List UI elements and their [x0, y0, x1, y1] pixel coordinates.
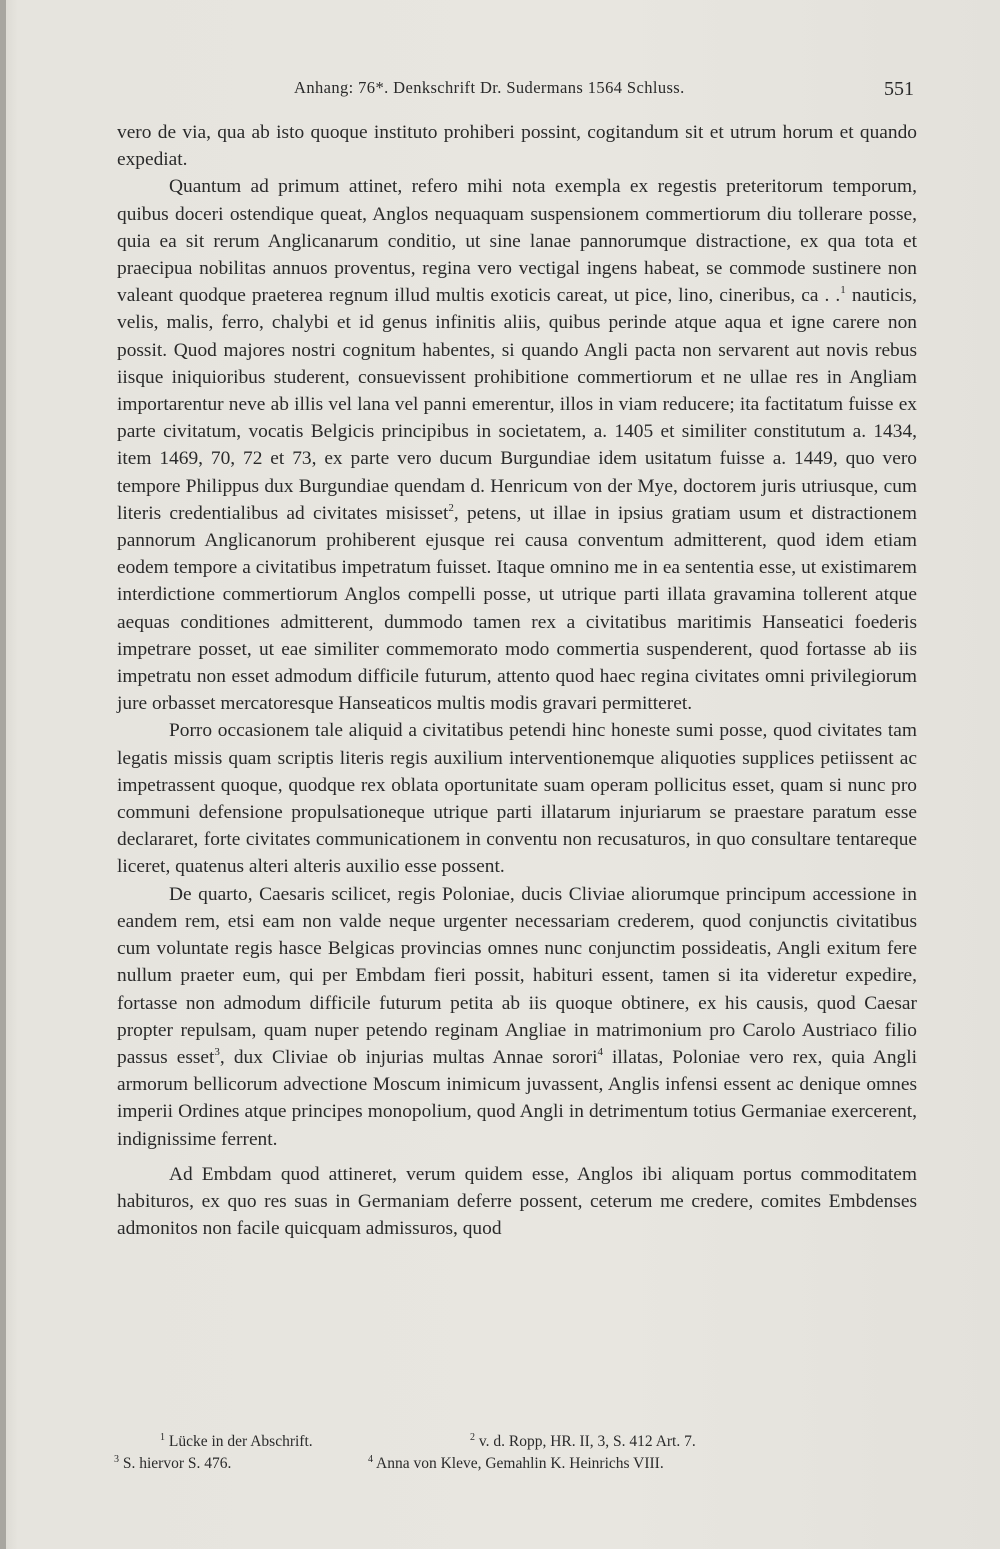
footnote-number: 2: [470, 1432, 475, 1443]
footnote-marker: 4: [597, 1045, 603, 1058]
footnote-text: S. hiervor S. 476.: [122, 1455, 232, 1472]
footnote-marker: 1: [840, 284, 846, 297]
paragraph: [117, 173, 917, 717]
paragraph: [117, 119, 917, 173]
footnote-text: Anna von Kleve, Gemahlin K. Heinrichs VIII.: [376, 1455, 664, 1472]
paragraph: [117, 1161, 917, 1243]
binding-edge: [0, 0, 6, 1549]
body-text: [117, 119, 917, 1242]
footnote-number: 1: [160, 1432, 165, 1443]
footnote: [470, 1430, 696, 1454]
paragraph: [117, 881, 917, 1153]
text-run: vero de via, qua ab isto quoque instituto prohiberi possint, cogitandum sit et utrum horum et quando expediat.: [117, 122, 917, 171]
footnote-number: 3: [114, 1454, 119, 1465]
page-number: 551: [884, 78, 914, 100]
text-run: Quantum ad primum attinet, refero mihi nota exempla ex regestis preteritorum temporum, quibus doceri ostendique queat, Anglos nequaquam suspensionem commertiorum diu tollerare posse, quia ea sit rerum Anglicanarum conditio, ut sine lanae pannorumque distractione, ex qua tota et praecipua nobilitas annuos proventus, regina vero vectigal ingens habeat, se commode sustinere non valeant quodque praeterea regnum illud multis exoticis careat, ut pice, lino, cineribus, ca . .: [117, 176, 917, 307]
footnote-text: v. d. Ropp, HR. II, 3, S. 412 Art. 7.: [478, 1433, 696, 1450]
footnote-text: Lücke in der Abschrift.: [168, 1433, 313, 1450]
text-run: De quarto, Caesaris scilicet, regis Poloniae, ducis Cliviae aliorumque principum accessione in eandem rem, etsi eam non valde neque urgenter necessariam crederem, quod conjunctis civitatibus cum voluntate regis hasce Belgicas provincias omnes nunc conjunctim possideatis, Angli exitum fere nullum praeter eum, qui per Embdam fieri possit, habituri essent, tamen si ita videretur expedire, fortasse non admodum difficile futurum petita ab iis quoque obtinere, ex his causis, quod Caesar propter repulsam, quam nuper petendo reginam Angliae in matrimonium pro Carolo Austriaco filio passus esset: [117, 883, 917, 1068]
footnote: [160, 1430, 313, 1454]
text-run: Ad Embdam quod attineret, verum quidem esse, Anglos ibi aliquam portus commoditatem habituros, ex quo res suas in Germaniam deferre possent, ceterum me credere, comites Embdenses admonitos non facile quicquam admissuros, quod: [117, 1163, 917, 1240]
text-run: , dux Cliviae ob injurias multas Annae sorori: [219, 1046, 598, 1068]
text-run: Porro occasionem tale aliquid a civitatibus petendi hinc honeste sumi posse, quod civitates tam legatis missis quam scriptis literis regis auxilium interventionemque aliquoties supplices petiissent ac impetrassent quoque, quodque rex oblata oportunitate suam operam pollicitus esset, quam si nunc pro communi defensione propulsationeque utrique parti illatarum injuriarum se praestare paratum esse declararet, forte civitates communicationem in conventu non recusaturos, in quo consultare tentareque liceret, quatenus alteri alteris auxilio esse possent.: [117, 720, 917, 878]
footnote: [368, 1452, 664, 1476]
text-run: , petens, ut illae in ipsius gratiam usum et distractionem pannorum Anglicanorum prohiberent ejusque rei causa conventum admitterent, quod idem etiam eodem tempore a civitatibus impetratum fuisset. Itaque omnino me in ea sententia esse, ut existimarem interdictione commertiorum Anglos compelli posse, ut utrique parti illata gravamina tollerent atque aequas conditiones admitterent, dummodo tamen rex a civitatibus maritimis Hanseatici foederis impetrare posset, ut eae similiter commemorato modo commertia suspenderent, quod fortasse ab iis impetratu non esset admodum difficile futurum, attento quod haec regina civitates omni privilegiorum jure orbasset mercatoresque Hanseaticos multis modis gravari permitteret.: [117, 502, 917, 715]
footnote-marker: 2: [448, 501, 454, 514]
paragraph: [117, 717, 917, 880]
footnote-marker: 3: [214, 1045, 220, 1058]
footnote: [114, 1452, 231, 1476]
running-head: Anhang: 76*. Denkschrift Dr. Sudermans 1564 Schluss.: [294, 78, 685, 97]
footnote-number: 4: [368, 1454, 373, 1465]
text-run: nauticis, velis, malis, ferro, chalybi et id genus infinitis aliis, quibus perinde atque aqua et igne carere non possit. Quod majores nostri cognitum habentes, si quando Angli pacta non servarent aut novis rebus iisque iniquioribus studerent, consuevissent prohibitione commertiorum et ne ullae res in Angliam importarentur neve ab illis vel lana vel panni emerentur, illos in viam reducere; ita factitatum fuisse ex parte civitatum, vocatis Belgicis principibus in societatem, a. 1405 et similiter constitutum a. 1434, item 1469, 70, 72 et 73, ex parte vero ducum Burgundiae idem usitatum fuisse a. 1449, quo vero tempore Philippus dux Burgundiae quendam d. Henricum von der Mye, doctorem juris utriusque, cum literis credentialibus ad civitates misisset: [117, 285, 917, 524]
page-header: [118, 74, 918, 110]
text-run: illatas, Poloniae vero rex, quia Angli armorum bellicorum advectione Moscum inimicum juvassent, Anglis infensi essent ac denique omnes imperii Ordines atque principes monopolium, quod Angli in detrimentum totius Germaniae exercerent, indignissime ferrent.: [117, 1046, 917, 1150]
